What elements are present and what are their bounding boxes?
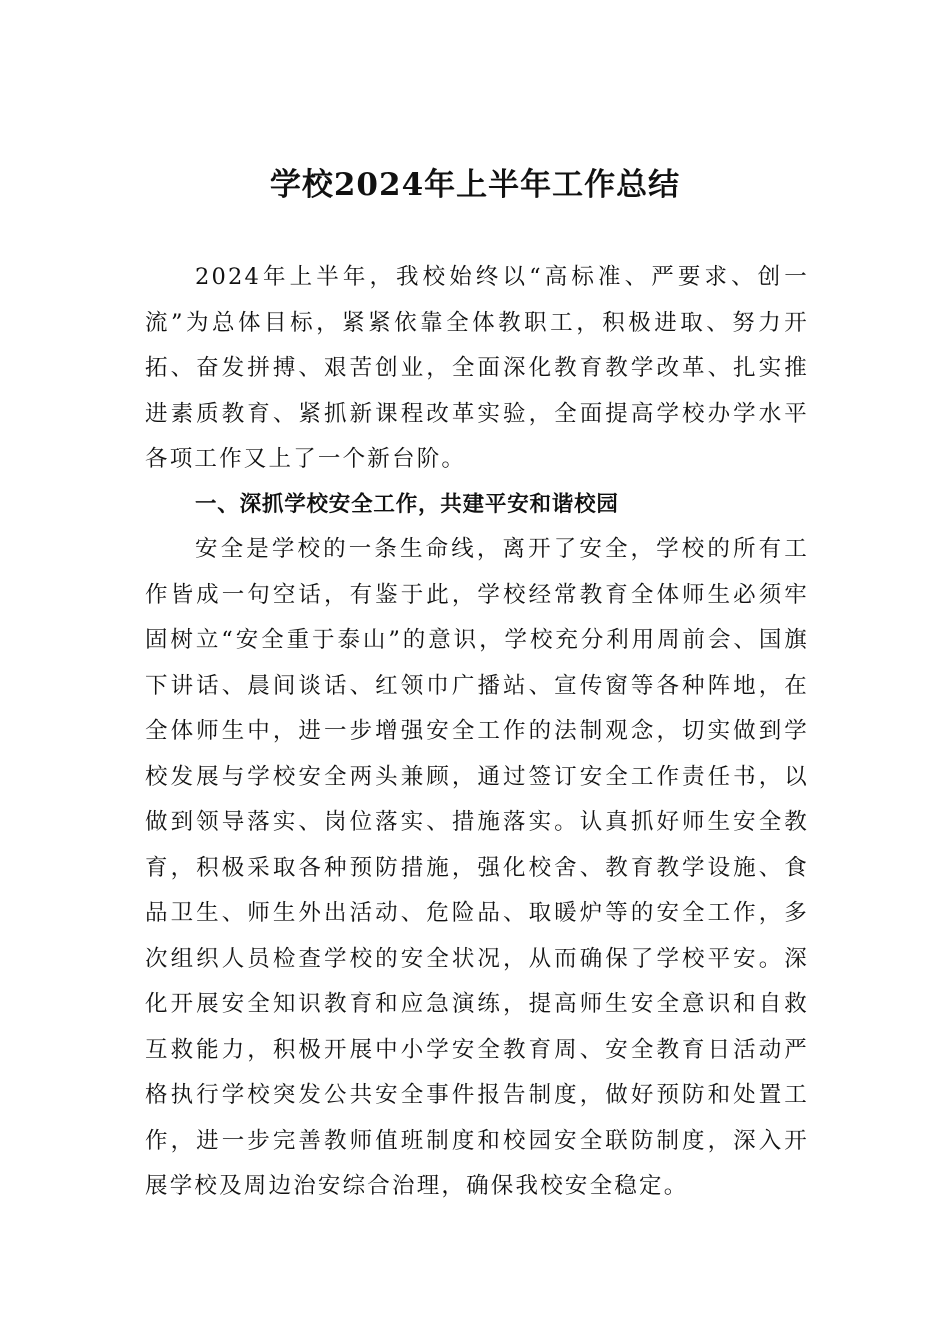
section-heading-safety: 一、深抓学校安全工作，共建平安和谐校园 bbox=[195, 492, 619, 517]
intro-paragraph: 2024年上半年，我校始终以“高标准、严要求、创一流”为总体目标，紧紧依靠全体教职工，积极进取、努力开拓、奋发拼搏、艰苦创业，全面深化教育教学改革、扎实推进素质教育、紧抓新课程改革实验，全面提高学校办学水平各项工作又上了一个新台阶。 bbox=[145, 264, 809, 472]
document-title: 学校2024年上半年工作总结 bbox=[269, 167, 681, 203]
safety-paragraph: 安全是学校的一条生命线，离开了安全，学校的所有工作皆成一句空话，有鉴于此，学校经常教育全体师生必须牢固树立“安全重于泰山”的意识，学校充分利用周前会、国旗下讲话、晨间谈话、红领巾广播站、宣传窗等各种阵地，在全体师生中，进一步增强安全工作的法制观念，切实做到学校发展与学校安全两头兼顾，通过签订安全工作责任书，以做到领导落实、岗位落实、措施落实。认真抓好师生安全教育，积极采取各种预防措施，强化校舍、教育教学设施、食品卫生、师生外出活动、危险品、取暖炉等的安全工作，多次组织人员检查学校的安全状况，从而确保了学校平安。深化开展安全知识教育和应急演练，提高师生安全意识和自救互救能力，积极开展中小学安全教育周、安全教育日活动严格执行学校突发公共安全事件报告制度，做好预防和处置工作，进一步完善教师值班制度和校园安全联防制度，深入开展学校及周边治安综合治理，确保我校安全稳定。 bbox=[145, 536, 809, 1199]
